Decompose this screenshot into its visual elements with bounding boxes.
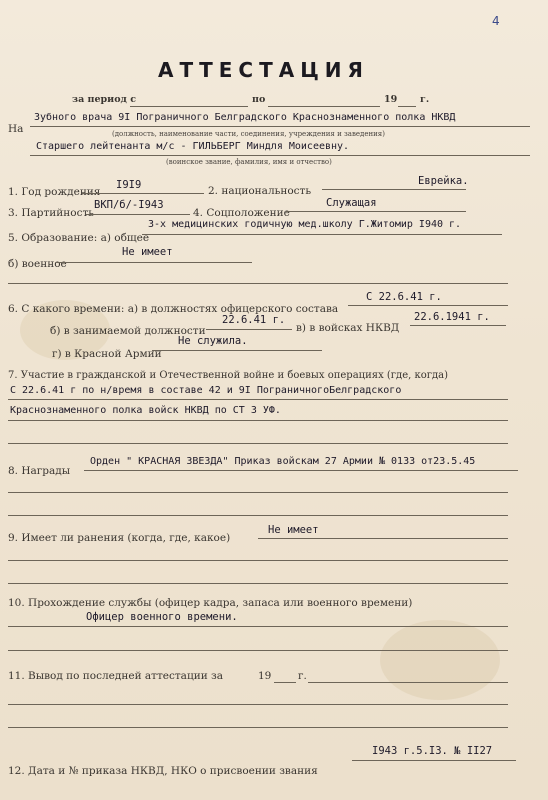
social-status-label: 4. Соцположение (193, 207, 290, 219)
rule (8, 443, 508, 444)
rule (8, 515, 508, 516)
rule (398, 106, 416, 107)
since-nkvd-value: 22.6.1941 г. (414, 311, 490, 323)
rule (56, 262, 252, 263)
since-officer-value: С 22.6.41 г. (366, 291, 442, 303)
period-year: 19 (384, 94, 398, 105)
wounds-label: 9. Имеет ли ранения (когда, где, какое) (8, 532, 231, 544)
rule (308, 682, 508, 683)
rank-order-label: 12. Дата и № приказа НКВД, НКО о присвоении звания (8, 765, 318, 777)
last-attestation-label: 11. Вывод по последней аттестации за (8, 670, 224, 682)
period-from-label: за период с (72, 94, 136, 105)
rule (84, 470, 518, 471)
rule (348, 305, 508, 306)
party-value: ВКП/б/-I943 (94, 199, 164, 211)
war-participation-value-2: Краснознаменного полка войск НКВД по СТ 3 УФ. (10, 405, 281, 416)
rule (8, 626, 508, 627)
rule (8, 560, 508, 561)
rule (8, 420, 508, 421)
rule (268, 106, 380, 107)
birth-year-value: I9I9 (116, 179, 142, 191)
rule (8, 283, 508, 284)
hint-rank-name: (воинское звание, фамилия, имя и отчество) (166, 158, 332, 166)
party-label: 3. Партийность (8, 207, 95, 219)
service-type-value: Офицер военного времени. (86, 611, 238, 623)
rule (352, 760, 516, 761)
rule (258, 538, 508, 539)
wounds-value: Не имеет (268, 524, 319, 536)
since-position-label: б) в занимаемой должности (50, 325, 206, 337)
war-participation-label: 7. Участие в гражданской и Отечественной войне и боевых операциях (где, когда) (8, 370, 448, 381)
nationality-label: 2. национальность (208, 185, 312, 197)
awards-value: Орден " КРАСНАЯ ЗВЕЗДА" Приказ войскам 27 Армии № 0133 от23.5.45 (90, 456, 476, 467)
social-status-value: Служащая (326, 197, 377, 209)
military-education-value: Не имеет (122, 246, 173, 258)
hint-position: (должность, наименование части, соединения, учреждения и заведения) (112, 130, 385, 138)
awards-label: 8. Награды (8, 465, 71, 477)
rule (206, 329, 292, 330)
nationality-value: Еврейка. (418, 175, 469, 187)
corner-mark: 4 (492, 14, 500, 28)
since-officer-label: 6. С какого времени: а) в должностях офицерского состава (8, 303, 339, 315)
rule (410, 325, 506, 326)
rule (142, 234, 502, 235)
last-attestation-year: 19 (258, 670, 272, 682)
rule (152, 350, 322, 351)
since-red-army-label: г) в Красной Армии (52, 348, 162, 360)
paper-stain (380, 620, 500, 700)
rule (322, 189, 466, 190)
rule (130, 106, 248, 107)
last-attestation-suffix: г. (298, 670, 307, 682)
rule (30, 155, 530, 156)
rule (274, 682, 296, 683)
rule (8, 399, 508, 400)
rule (8, 727, 508, 728)
education-value: 3-х медицинских годичную мед.школу Г.Житомир I940 г. (148, 219, 462, 230)
rule (86, 214, 190, 215)
document-title: АТТЕСТАЦИЯ (158, 58, 369, 82)
rule (8, 583, 508, 584)
rule (30, 126, 530, 127)
war-participation-value-1: С 22.6.41 г по н/время в составе 42 и 9I ПограничногоБелградского (10, 385, 402, 396)
rule (8, 492, 508, 493)
education-label: 5. Образование: а) общее (8, 232, 150, 244)
since-position-value: 22.6.41 г. (222, 314, 286, 326)
period-to-label: по (252, 94, 266, 105)
officer-name-value: Старшего лейтенанта м/с - ГИЛЬБЕРГ Миндля Моисеевну. (36, 141, 350, 152)
since-nkvd-label: в) в войсках НКВД (296, 322, 400, 334)
since-red-army-value: Не служила. (178, 335, 248, 347)
service-type-label: 10. Прохождение службы (офицер кадра, запаса или военного времени) (8, 597, 413, 609)
birth-year-label: 1. Год рождения (8, 186, 101, 198)
rule (8, 650, 508, 651)
rank-order-value: I943 г.5.I3. № II27 (372, 745, 493, 757)
na-value: Зубного врача 9I Пограничного Белградского Краснознаменного полка НКВД (34, 112, 456, 123)
military-education-label: б) военное (8, 258, 67, 270)
rule (286, 211, 466, 212)
rule (8, 704, 508, 705)
period-year-suffix: г. (420, 94, 430, 105)
rule (82, 193, 204, 194)
na-label: На (8, 123, 24, 135)
